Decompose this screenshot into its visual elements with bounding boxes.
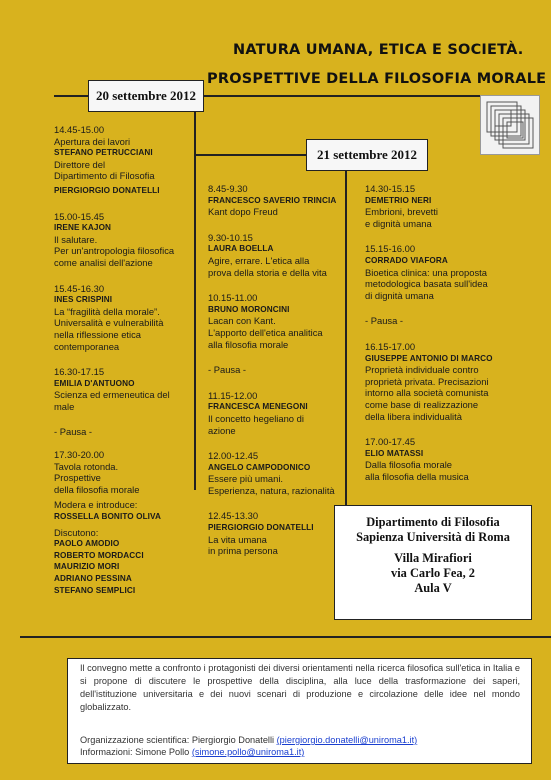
- speaker-name: PIERGIORGIO DONATELLI: [54, 185, 160, 195]
- speaker-name: ANGELO CAMPODONICO: [208, 462, 311, 472]
- discussant-name: STEFANO SEMPLICI: [54, 585, 136, 595]
- session-text: Prospettive: [54, 472, 101, 484]
- session-time: 12.00-12.45: [208, 450, 259, 462]
- session-matassi: [365, 436, 515, 482]
- session-moroncini: [208, 292, 343, 350]
- info-email-link[interactable]: (simone.pollo@uniroma1.it): [191, 747, 305, 757]
- department-logo: [480, 95, 540, 155]
- talk-title: come base di realizzazione: [365, 398, 479, 410]
- talk-title: Kant dopo Freud: [208, 206, 278, 218]
- venue-building: Villa Mirafiori: [394, 551, 472, 565]
- talk-title: La vita umana: [208, 533, 267, 545]
- labyrinth-logo-icon: [481, 96, 539, 154]
- speaker-name: CORRADO VIAFORA: [365, 255, 448, 265]
- session-menegoni: [208, 390, 343, 436]
- discussant-name: ADRIANO PESSINA: [54, 574, 132, 583]
- conference-description: Il convegno mette a confronto i protagonisti dei diversi orientamenti nella ricerca filosofica sull'etica in Italia e si propone di discutere le prospettive della disciplina, alla luce della trasformazione dei saperi, dell'istituzione universitaria e dei nuovi scenari di produzione e circolazione delle idee nel mondo globalizzato.: [80, 663, 520, 712]
- poster-title-line1: NATURA UMANA, ETICA E SOCIETÀ.: [233, 42, 524, 58]
- session-neri: [365, 183, 515, 229]
- talk-title: di dignità umana: [365, 289, 434, 301]
- talk-title: intorno alla società comunista: [365, 387, 489, 399]
- organization-label: Organizzazione scientifica: Piergiorgio Donatelli: [80, 735, 275, 745]
- talk-title: Agire, errare. L'etica alla: [208, 254, 310, 266]
- discussants-list: [54, 538, 204, 596]
- speaker-name: IRENE KAJON: [54, 223, 112, 233]
- day1-program: [54, 124, 204, 606]
- speaker-name: BRUNO MORONCINI: [208, 304, 290, 314]
- date-box-day2: 21 settembre 2012: [306, 139, 428, 171]
- session-boella: [208, 232, 343, 278]
- session-crispini: [54, 283, 204, 353]
- pause-label: - Pausa -: [54, 426, 93, 438]
- session-opening: [54, 124, 204, 197]
- speaker-name: ELIO MATASSI: [365, 448, 424, 458]
- talk-title: Dalla filosofia morale: [365, 459, 453, 471]
- speaker-name: FRANCESCA MENEGONI: [208, 402, 308, 412]
- session-time: 8.45-9.30: [208, 183, 248, 194]
- venue-address: via Carlo Fea, 2: [391, 566, 475, 580]
- session-time: 17.00-17.45: [365, 436, 416, 448]
- session-time: 16.15-17.00: [365, 340, 416, 352]
- talk-title: Per un'antropologia filosofica: [54, 245, 175, 257]
- talk-title: Scienza ed ermeneutica del: [54, 389, 170, 401]
- speaker-name: GIUSEPPE ANTONIO DI MARCO: [365, 353, 493, 363]
- venue-room: Aula V: [414, 581, 452, 595]
- speaker-name: DEMETRIO NERI: [365, 195, 432, 205]
- day2-morning-program: [208, 183, 343, 567]
- venue-box: [334, 505, 532, 620]
- pause-label: - Pausa -: [365, 315, 404, 327]
- session-time: 15.45-16.30: [54, 282, 105, 294]
- talk-title: contemporanea: [54, 340, 120, 352]
- talk-title: metodologica basata sull'idea: [365, 278, 488, 290]
- talk-title: in prima persona: [208, 545, 278, 557]
- talk-title: come analisi dell'azione: [54, 256, 153, 268]
- session-time: 14.30-15.15: [365, 183, 416, 194]
- session-round-table: [54, 449, 204, 596]
- session-time: 15.00-15.45: [54, 210, 105, 222]
- discussant-name: ROBERTO MORDACCI: [54, 550, 144, 560]
- talk-title: Universalità e vulnerabilità: [54, 317, 164, 329]
- talk-title: proprietà privata. Precisazioni: [365, 375, 489, 387]
- session-kajon: [54, 211, 204, 269]
- session-time: 17.30-20.00: [54, 449, 105, 461]
- talk-title: nella riflessione etica: [54, 328, 142, 340]
- session-campodonico: [208, 450, 343, 496]
- discussant-name: MAURIZIO MORI: [54, 562, 120, 572]
- talk-title: Esperienza, natura, razionalità: [208, 484, 335, 496]
- session-time: 12.45-13.30: [208, 510, 259, 522]
- pause-label: - Pausa -: [208, 364, 247, 376]
- speaker-name: EMILIA D'ANTUONO: [54, 378, 135, 388]
- session-donatelli: [208, 510, 343, 556]
- talk-title: male: [54, 400, 75, 412]
- speaker-name: LAURA BOELLA: [208, 244, 274, 254]
- venue-department: Dipartimento di Filosofia: [366, 515, 500, 529]
- session-dantuono: [54, 366, 204, 412]
- session-time: 16.30-17.15: [54, 366, 105, 378]
- venue-university: Sapienza Università di Roma: [356, 530, 510, 544]
- session-text: della filosofia morale: [54, 483, 140, 495]
- session-text: Tavola rotonda.: [54, 460, 119, 472]
- talk-title: Il salutare.: [54, 233, 98, 245]
- information-label: Informazioni: Simone Pollo: [80, 747, 190, 757]
- day2-afternoon-program: [365, 183, 515, 492]
- talk-title: della libera individualità: [365, 410, 462, 422]
- session-time: 10.15-11.00: [208, 292, 258, 304]
- session-time: 15.15-16.00: [365, 243, 416, 255]
- moderator-name: ROSSELLA BONITO OLIVA: [54, 512, 162, 522]
- talk-title: Il concetto hegeliano di: [208, 412, 304, 424]
- talk-title: alla filosofia della musica: [365, 470, 469, 482]
- talk-title: L'apporto dell'etica analitica: [208, 326, 323, 338]
- session-trincia: [208, 183, 343, 218]
- talk-title: La “fragilità della morale”.: [54, 305, 160, 317]
- speaker-name: PIERGIORGIO DONATELLI: [208, 523, 314, 533]
- talk-title: alla filosofia morale: [208, 338, 289, 350]
- poster-title-line2: PROSPETTIVE DELLA FILOSOFIA MORALE: [207, 71, 547, 87]
- talk-title: e dignità umana: [365, 217, 432, 229]
- session-time: 11.15-12.00: [208, 389, 258, 401]
- session-text: Dipartimento di Filosofia: [54, 170, 155, 182]
- talk-title: Proprietà individuale contro: [365, 364, 479, 376]
- session-text: Apertura dei lavori: [54, 135, 131, 147]
- session-di-marco: [365, 341, 515, 422]
- info-box: [67, 658, 532, 764]
- session-viafora: [365, 243, 515, 301]
- session-time: 14.45-15.00: [54, 124, 105, 135]
- information-line: [80, 746, 304, 759]
- discussant-name: PAOLO AMODIO: [54, 539, 120, 549]
- speaker-name: INES CRISPINI: [54, 295, 113, 305]
- speaker-name: STEFANO PETRUCCIANI: [54, 148, 153, 158]
- talk-title: Essere più umani.: [208, 473, 284, 485]
- organizer-email-link[interactable]: (piergiorgio.donatelli@uniroma1.it): [276, 735, 418, 745]
- session-time: 9.30-10.15: [208, 231, 253, 243]
- session-text: Direttore del: [54, 158, 106, 170]
- talk-title: Embrioni, brevetti: [365, 206, 438, 218]
- talk-title: Bioetica clinica: una proposta: [365, 266, 487, 278]
- moderator-label: Modera e introduce:: [54, 499, 138, 511]
- timeline-bottom-line: [20, 636, 551, 638]
- talk-title: azione: [208, 424, 236, 436]
- timeline-day2-vertical: [345, 154, 347, 506]
- date-box-day1: 20 settembre 2012: [88, 80, 204, 112]
- speaker-name: FRANCESCO SAVERIO TRINCIA: [208, 195, 337, 205]
- discussants-label: Discutono:: [54, 526, 99, 538]
- talk-title: Lacan con Kant.: [208, 315, 276, 327]
- talk-title: prova della storia e della vita: [208, 266, 327, 278]
